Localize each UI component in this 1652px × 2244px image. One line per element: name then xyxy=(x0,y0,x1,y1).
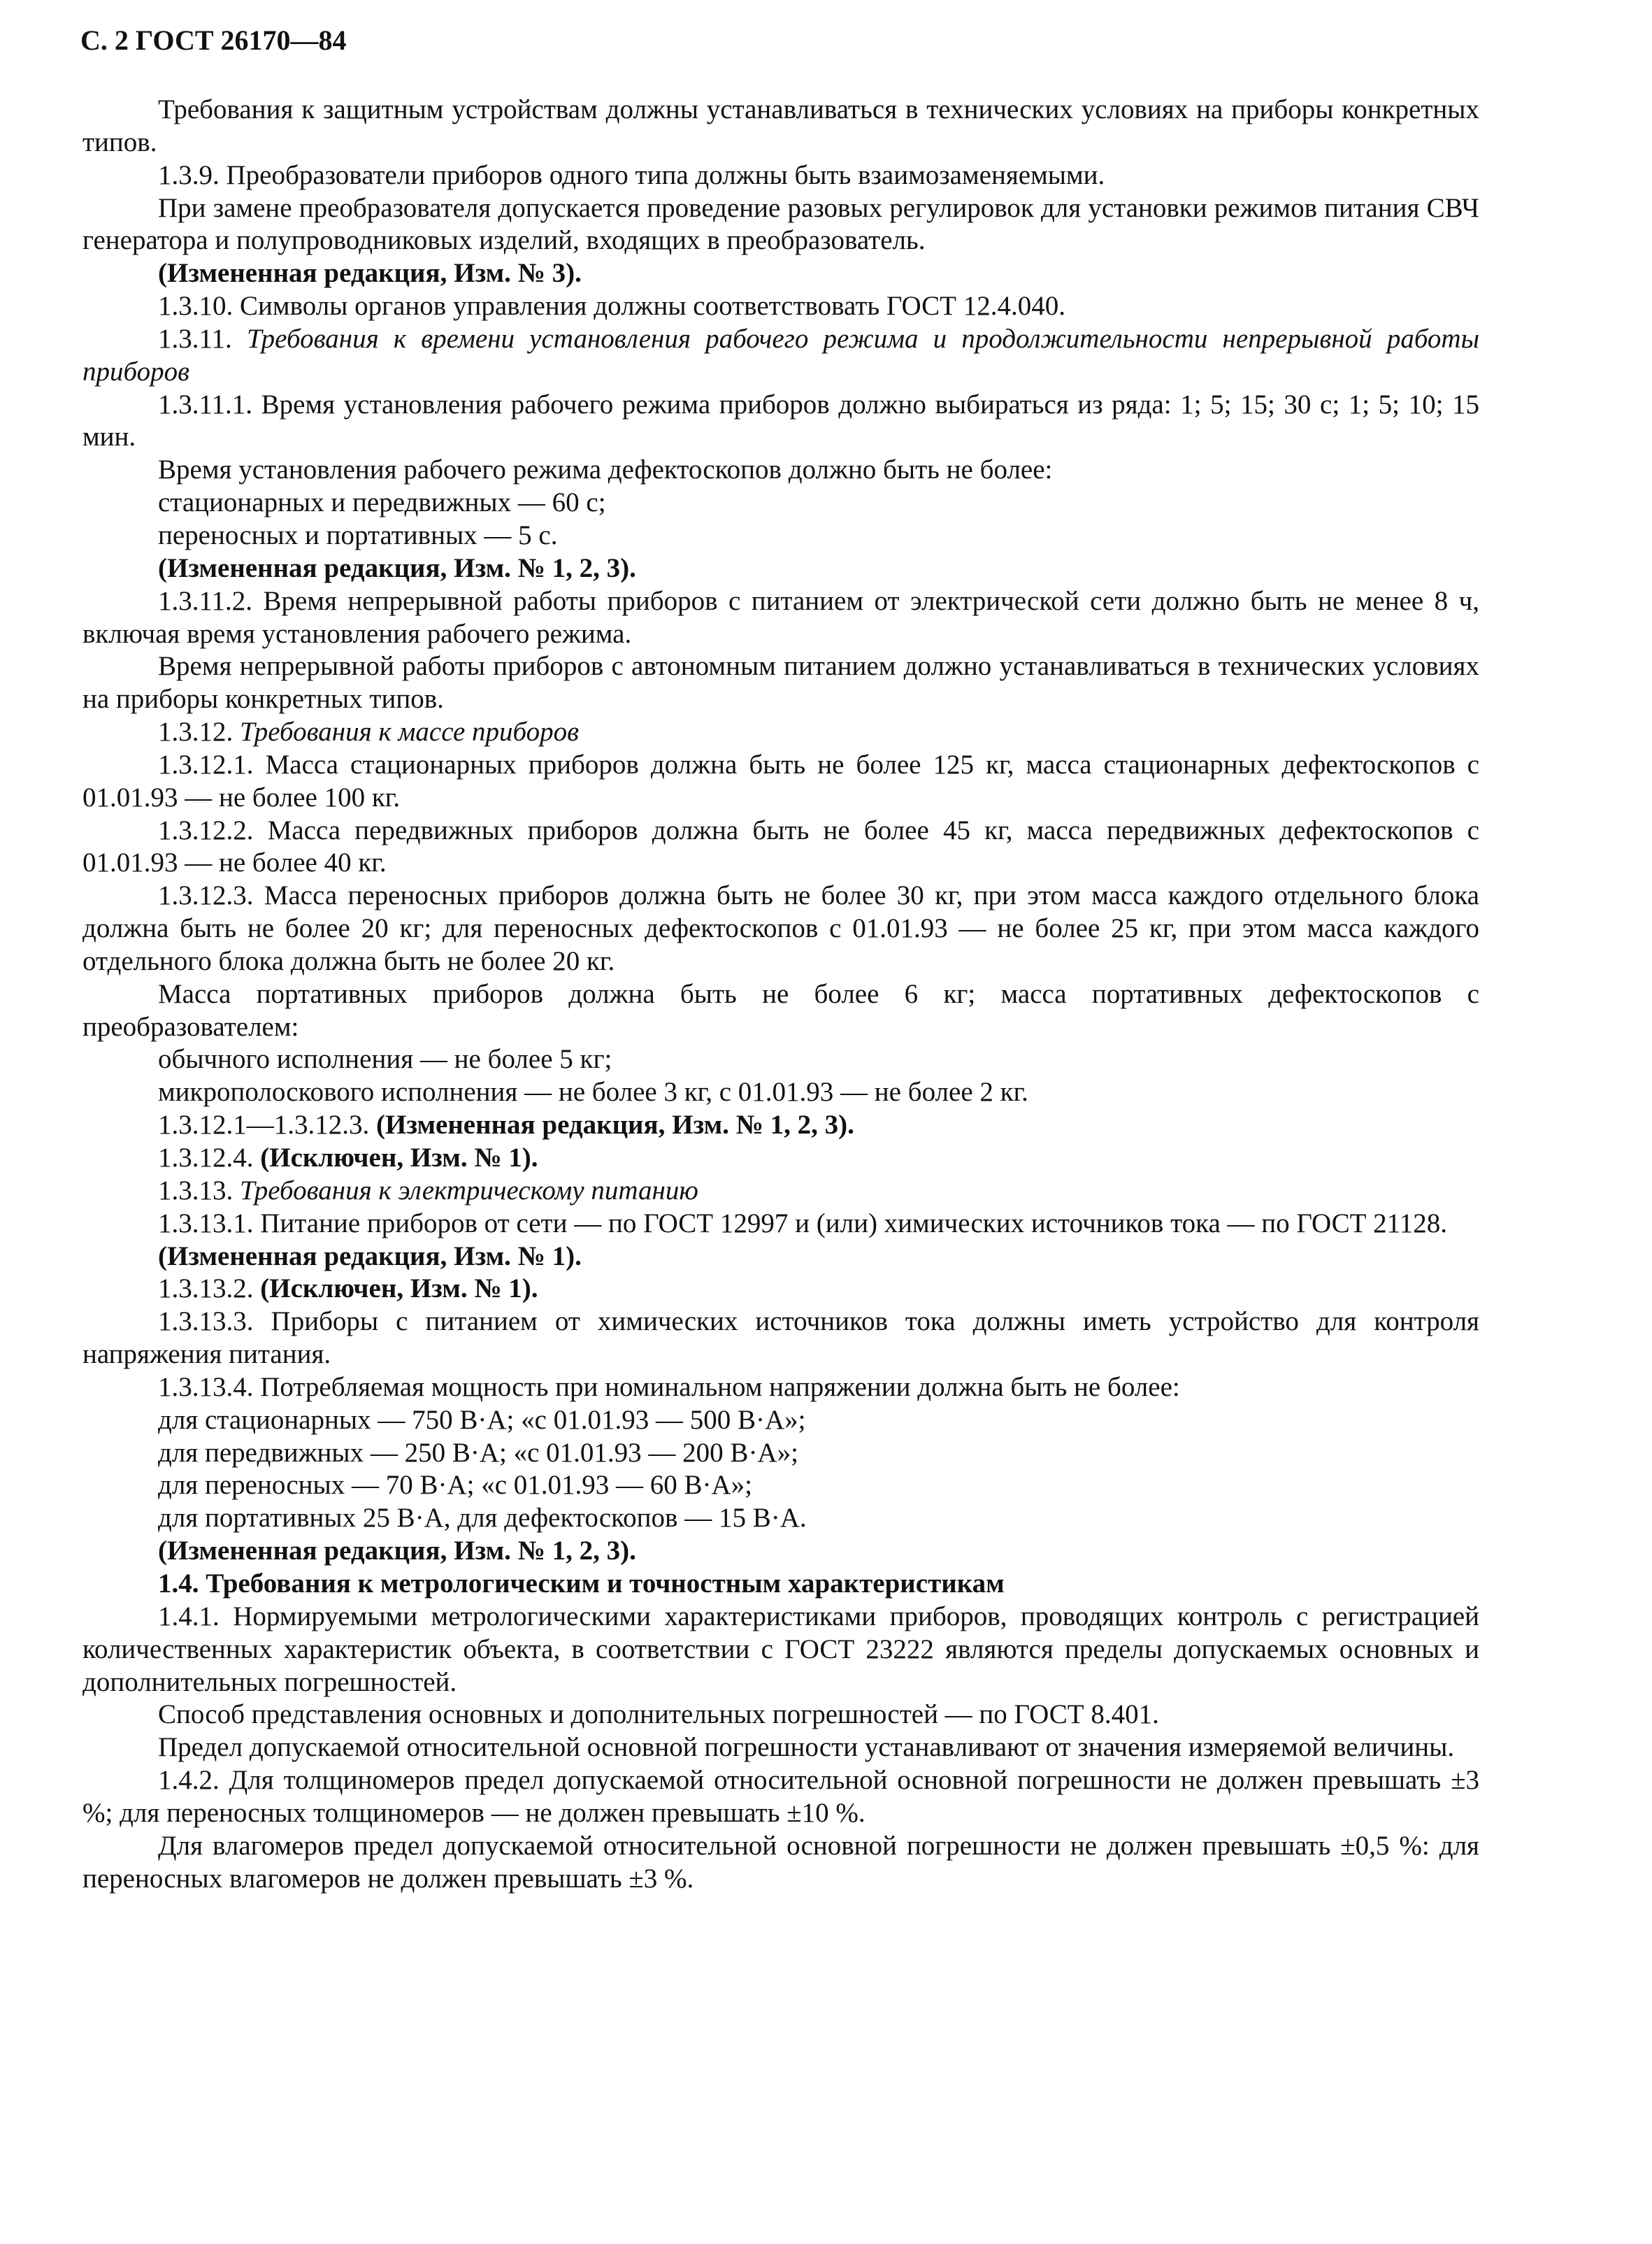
paragraph: Для влагомеров предел допускаемой относительной основной погрешности не должен превышать ±0,5 %: для переносных влагомеров не должен превышать ±3 %. xyxy=(82,1830,1479,1894)
paragraph: 1.3.12.3. Масса переносных приборов должна быть не более 30 кг, при этом масса каждого отдельного блока должна быть не более 20 кг; для переносных дефектоскопов с 01.01.93 — не более 25 кг, при этом масса каждого отдельного блока должна быть не более 20 кг. xyxy=(82,880,1479,976)
clause-text: Требования к электрическому питанию xyxy=(240,1175,698,1206)
clause-text: (Исключен, Изм. № 1). xyxy=(260,1143,538,1173)
paragraph: для переносных — 70 В·А; «с 01.01.93 — 60 В·А»; xyxy=(158,1470,753,1501)
section-heading xyxy=(82,323,1479,389)
revision-note xyxy=(82,1273,1479,1306)
paragraph: Предел допускаемой относительной основной погрешности устанавливают от значения измеряемой величины. xyxy=(158,1732,1455,1763)
clause-text: Требования к массе приборов xyxy=(240,717,580,748)
clause-text: (Исключен, Изм. № 1). xyxy=(260,1273,538,1304)
revision-note: (Измененная редакция, Изм. № 1). xyxy=(158,1241,582,1271)
clause-number: 1.3.11. xyxy=(158,323,247,354)
revision-note: (Измененная редакция, Изм. № 3). xyxy=(158,258,582,289)
paragraph: 1.3.13.4. Потребляемая мощность при номинальном напряжении должна быть не более: xyxy=(158,1371,1180,1402)
revision-note: (Измененная редакция, Изм. № 1, 2, 3). xyxy=(158,1536,636,1566)
page-header: С. 2 ГОСТ 26170—84 xyxy=(80,24,347,56)
paragraph: 1.4.2. Для толщиномеров предел допускаемой относительной основной погрешности не должен превышать ±3 %; для переносных толщиномеров — не должен превышать ±10 %. xyxy=(82,1765,1479,1828)
paragraph: 1.3.12.1. Масса стационарных приборов должна быть не более 125 кг, масса стационарных дефектоскопов с 01.01.93 — не более 100 кг. xyxy=(82,749,1479,813)
paragraph: Время установления рабочего режима дефектоскопов должно быть не более: xyxy=(158,455,1053,485)
paragraph: для передвижных — 250 В·А; «с 01.01.93 — 200 В·А»; xyxy=(158,1437,798,1468)
revision-note: 1.4. Требования к метрологическим и точностным характеристикам xyxy=(158,1568,1005,1599)
paragraph: переносных и портативных — 5 с. xyxy=(158,520,558,550)
clause-number: 1.3.13.2. xyxy=(158,1273,261,1304)
paragraph: для портативных 25 В·А, для дефектоскопов — 15 В·А. xyxy=(158,1503,807,1534)
paragraph: обычного исполнения — не более 5 кг; xyxy=(158,1044,612,1075)
section-heading xyxy=(82,716,1479,749)
paragraph: Способ представления основных и дополнительных погрешностей — по ГОСТ 8.401. xyxy=(158,1699,1159,1730)
paragraph: 1.3.11.1. Время установления рабочего режима приборов должно выбираться из ряда: 1; 5; 15; 30 с; 1; 5; 10; 15 мин. xyxy=(82,389,1479,452)
paragraph: 1.4.1. Нормируемыми метрологическими характеристиками приборов, проводящих контроль с регистрацией количественных характеристик объекта, в соответствии с ГОСТ 23222 являются пределы допускаемых основных и дополнительных погрешностей. xyxy=(82,1601,1479,1697)
clause-number: 1.3.12.1—1.3.12.3. xyxy=(158,1110,376,1141)
clause-number: 1.3.12. xyxy=(158,717,240,748)
paragraph: Время непрерывной работы приборов с автономным питанием должно устанавливаться в технических условиях на приборы конкретных типов. xyxy=(82,651,1479,715)
document-body xyxy=(82,94,1479,1895)
paragraph: стационарных и передвижных — 60 с; xyxy=(158,487,606,518)
clause-number: 1.3.13. xyxy=(158,1175,240,1206)
paragraph: для стационарных — 750 В·А; «с 01.01.93 — 500 В·А»; xyxy=(158,1404,806,1435)
section-heading xyxy=(82,1175,1479,1208)
paragraph: Масса портативных приборов должна быть не более 6 кг; масса портативных дефектоскопов с преобразователем: xyxy=(82,978,1479,1042)
paragraph: 1.3.10. Символы органов управления должны соответствовать ГОСТ 12.4.040. xyxy=(158,291,1065,322)
paragraph: Требования к защитным устройствам должны устанавливаться в технических условиях на приборы конкретных типов. xyxy=(82,94,1479,157)
clause-text: (Измененная редакция, Изм. № 1, 2, 3). xyxy=(376,1110,854,1141)
clause-number: 1.3.12.4. xyxy=(158,1143,261,1173)
revision-note xyxy=(82,1109,1479,1142)
paragraph: 1.3.9. Преобразователи приборов одного типа должны быть взаимозаменяемыми. xyxy=(158,159,1105,190)
paragraph: При замене преобразователя допускается проведение разовых регулировок для установки режимов питания СВЧ генератора и полупроводниковых изделий, входящих в преобразователь. xyxy=(82,192,1479,256)
paragraph: микрополоскового исполнения — не более 3 кг, с 01.01.93 — не более 2 кг. xyxy=(158,1077,1028,1108)
revision-note: (Измененная редакция, Изм. № 1, 2, 3). xyxy=(158,552,636,583)
paragraph: 1.3.13.3. Приборы с питанием от химических источников тока должны иметь устройство для контроля напряжения питания. xyxy=(82,1306,1479,1370)
paragraph: 1.3.11.2. Время непрерывной работы приборов с питанием от электрической сети должно быть не менее 8 ч, включая время установления рабочего режима. xyxy=(82,585,1479,649)
revision-note xyxy=(82,1142,1479,1175)
paragraph: 1.3.13.1. Питание приборов от сети — по ГОСТ 12997 и (или) химических источников тока — по ГОСТ 21128. xyxy=(158,1208,1447,1238)
clause-text: Требования к времени установления рабочего режима и продолжительности непрерывной работы приборов xyxy=(82,323,1479,387)
paragraph: 1.3.12.2. Масса передвижных приборов должна быть не более 45 кг, масса передвижных дефектоскопов с 01.01.93 — не более 40 кг. xyxy=(82,815,1479,878)
